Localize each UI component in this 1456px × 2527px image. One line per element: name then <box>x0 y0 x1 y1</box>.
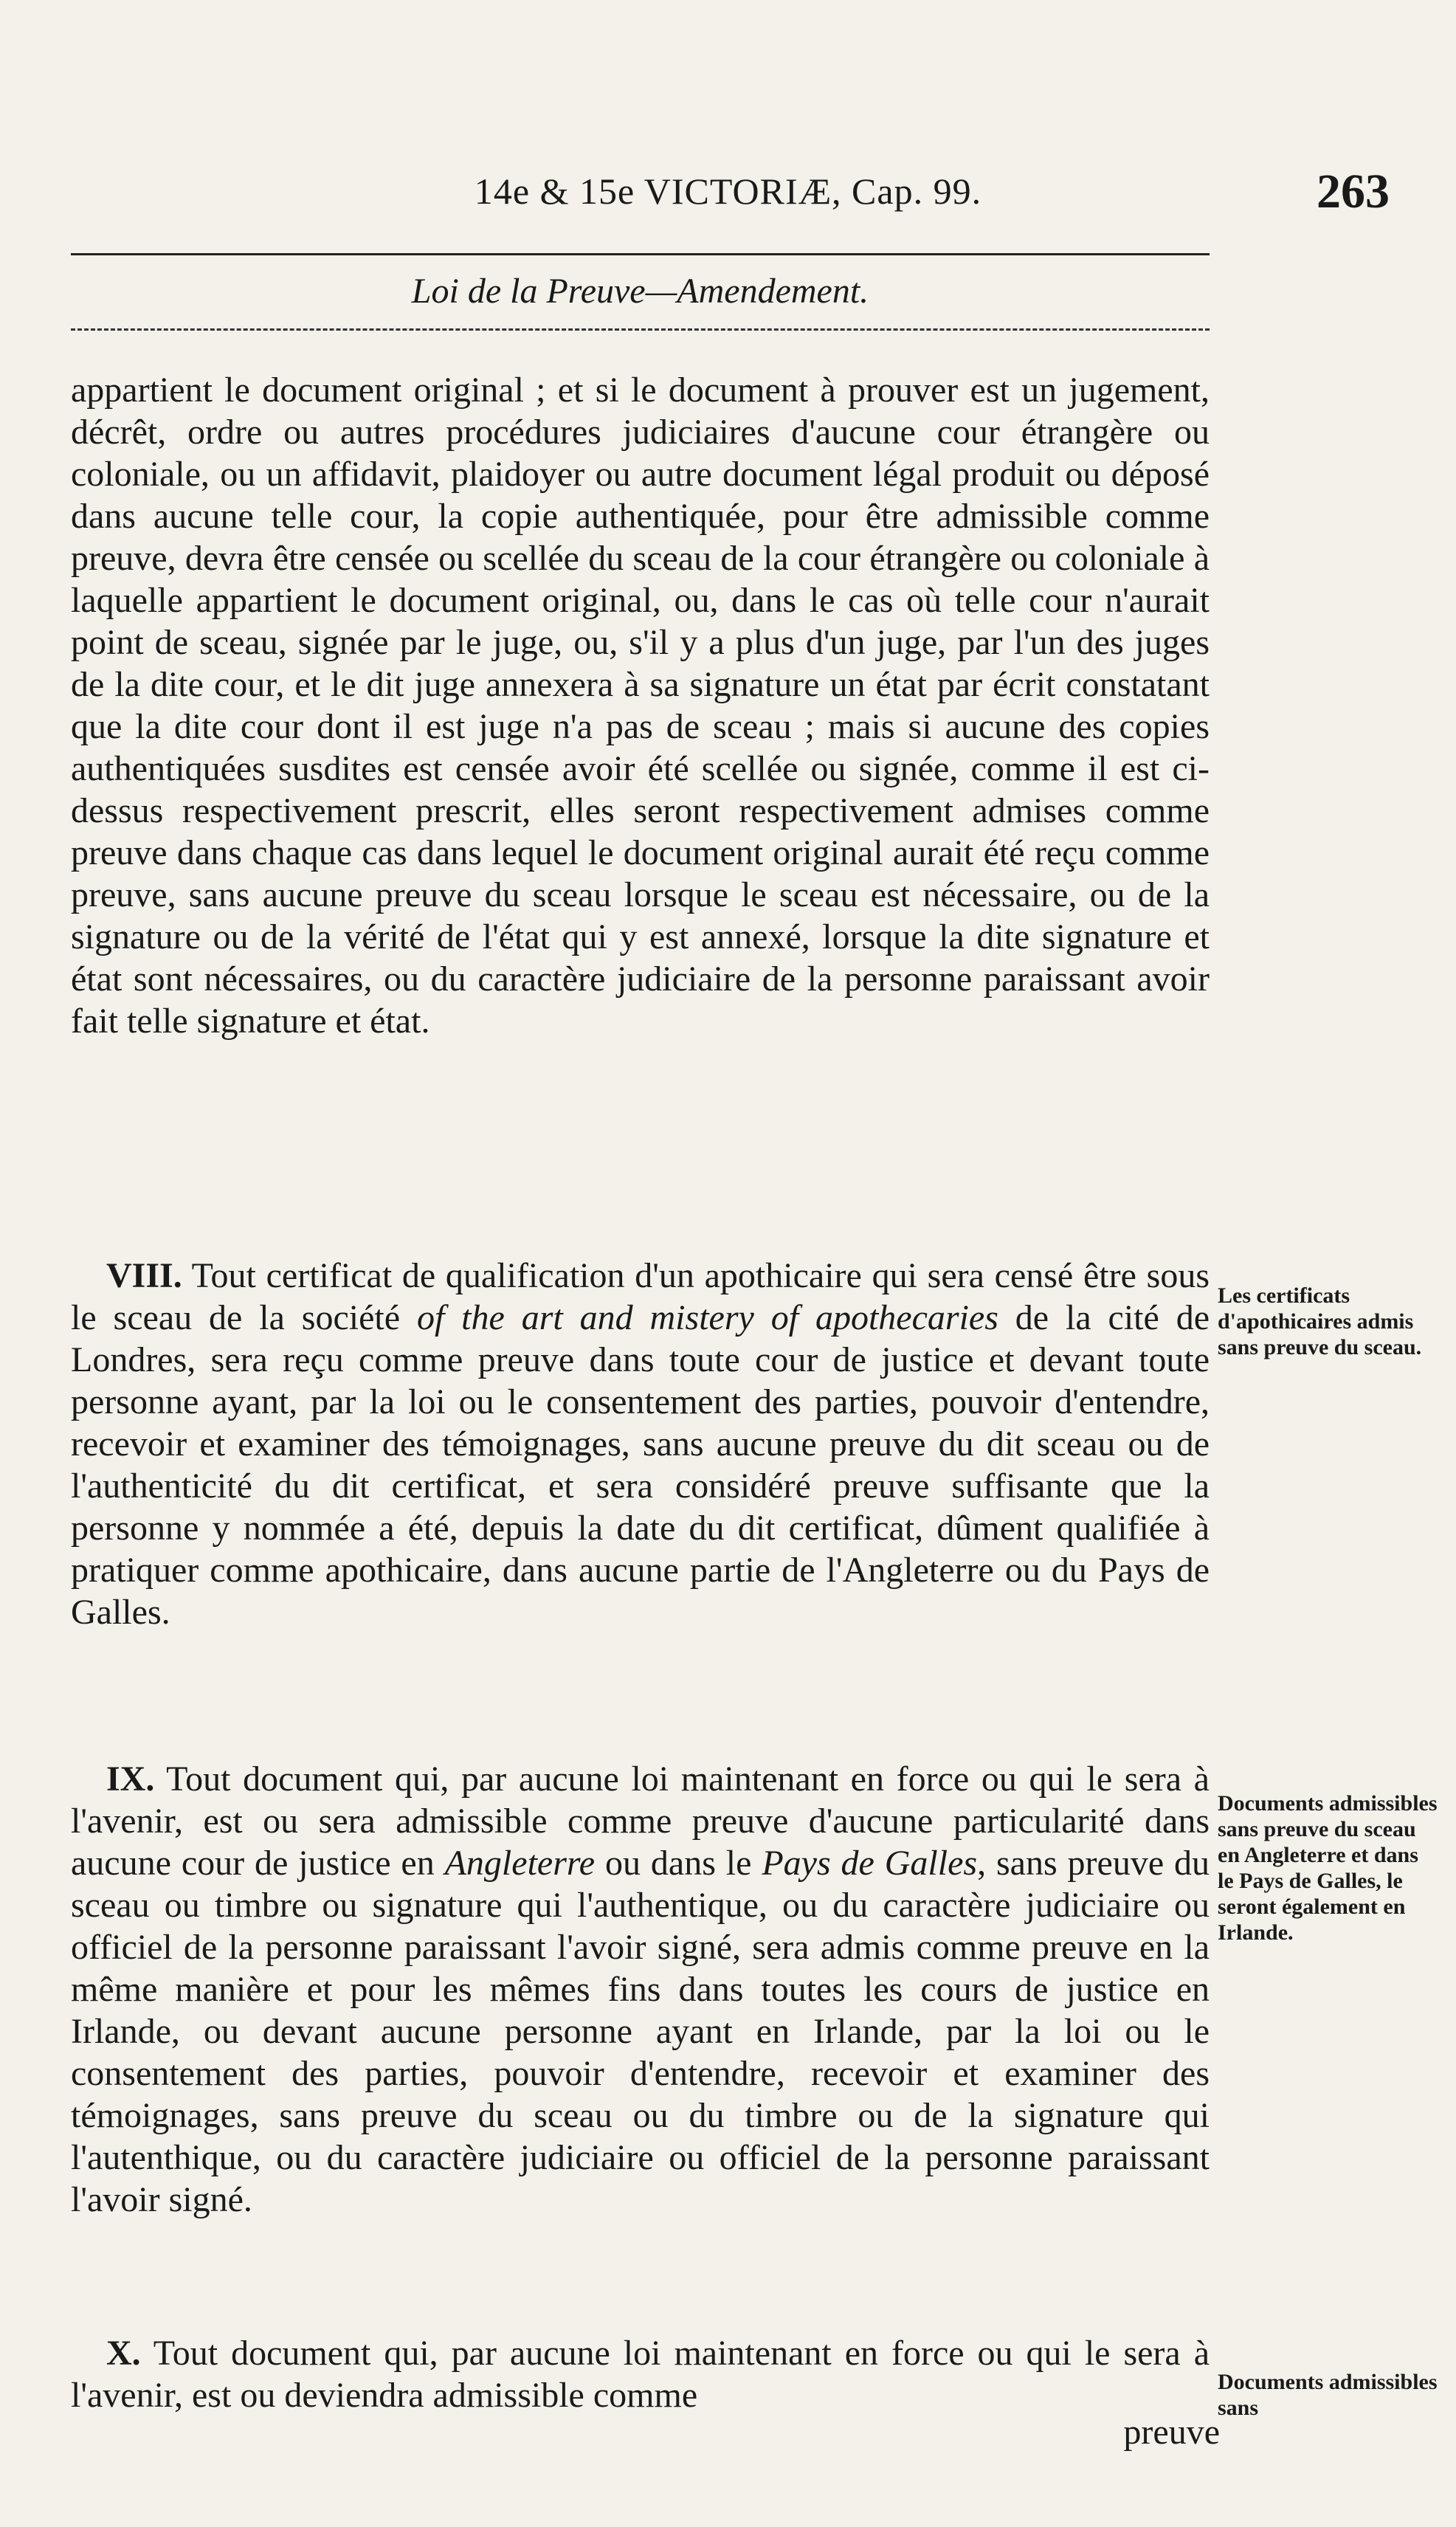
page-number: 263 <box>1317 165 1390 218</box>
paragraph-text: Tout document qui, par aucune loi maintenant en force ou qui le sera à l'avenir, est ou deviendra admissible comme <box>71 2334 1210 2415</box>
margin-note-ix: Documents admissibles sans preuve du sceau en Angleterre et dans le Pays de Galles, le seront également en Irlande. <box>1218 1791 1438 1945</box>
running-head: 14e & 15e VICTORIÆ, Cap. 99. <box>474 170 982 212</box>
italic-phrase: Pays de Galles <box>762 1844 978 1883</box>
paragraph-text: , sans preuve du sceau ou timbre ou signature qui l'authentique, ou du caractère judiciaire ou officiel de la personne paraissant l'avoir signé, sera admis comme preuve en la même manière et pour les mêmes fins dans toutes les cours de justice en Irlande, ou devant aucune personne ayant en Irlande, par la loi ou le consentement des parties, pouvoir d'entendre, recevoir et examiner des témoignages, sans preuve du sceau ou du timbre ou de la signature qui l'autenthique, ou du caractère judiciaire ou officiel de la personne paraissant l'avoir signé. <box>71 1844 1210 2219</box>
paragraph-continued <box>71 369 1210 1042</box>
page-subtitle: Loi de la Preuve—Amendement. <box>411 272 869 311</box>
paragraph-text: ou dans le <box>605 1844 752 1883</box>
paragraph-text: de la cité de Londres, sera reçu comme preuve dans toute cour de justice et devant toute personne ayant, par la loi ou le consentement des parties, pouvoir d'entendre, recevoir et examiner des témoignages, sans aucune preuve du dit sceau ou de l'authenticité du dit certificat, et sera considéré preuve suffisante que la personne y nommée a été, depuis la date du dit certificat, dûment qualifiée à pratiquer comme apothicaire, dans aucune partie de l'Angleterre ou du Pays de Galles. <box>71 1298 1210 1632</box>
paragraph-text: appartient le document original ; et si le document à prouver est un jugement, décrêt, ordre ou autres procédures judiciaires d'aucune cour étrangère ou coloniale, ou un affidavit, plaidoyer ou autre document légal produit ou déposé dans aucune telle cour, la copie authentiquée, pour être admissible comme preuve, devra être censée ou scellée du sceau de la cour étrangère ou coloniale à laquelle appartient le document original, ou, dans le cas où telle cour n'aurait point de sceau, signée par le juge, ou, s'il y a plus d'un juge, par l'un des juges de la dite cour, et le dit juge annexera à sa signature un état par écrit constatant que la dite cour dont il est juge n'a pas de sceau ; mais si aucune des copies authentiquées susdites est censée avoir été scellée ou signée, comme il est ci-dessus respectivement prescrit, elles seront respectivement admises comme preuve dans chaque cas dans lequel le document original aurait été reçu comme preuve, sans aucune preuve du sceau lorsque le sceau est nécessaire, ou de la signature ou de la vérité de l'état qui y est annexé, lorsque la dite signature et état sont nécessaires, ou du caractère judiciaire de la personne paraissant avoir fait telle signature et état. <box>71 370 1210 1041</box>
section-x <box>71 2332 1210 2416</box>
italic-phrase: Angleterre <box>444 1844 596 1883</box>
margin-note-viii: Les certificats d'apothicaires admis sans preuve du sceau. <box>1218 1283 1422 1359</box>
catchword: preuve <box>1123 2413 1220 2452</box>
section-number: X. <box>106 2334 141 2373</box>
section-number: IX. <box>106 1759 155 1799</box>
paragraph-text: Tout certificat de qualification d'un apothicaire qui sera censé être sous le sceau de la société <box>71 1256 1210 1337</box>
section-ix <box>71 1758 1210 2221</box>
italic-phrase: of the art and mistery of apothecaries <box>416 1298 998 1337</box>
margin-note-x: Documents admissibles sans <box>1218 2370 1438 2420</box>
subtitle-rule <box>71 328 1210 331</box>
paragraph-text: Tout document qui, par aucune loi maintenant en force ou qui le sera à l'avenir, est ou sera admissible comme preuve d'aucune particularité dans aucune cour de justice en <box>71 1759 1210 1883</box>
section-viii <box>71 1255 1210 1633</box>
page-header <box>0 156 1456 223</box>
section-number: VIII. <box>106 1256 182 1295</box>
header-rule <box>71 253 1210 255</box>
